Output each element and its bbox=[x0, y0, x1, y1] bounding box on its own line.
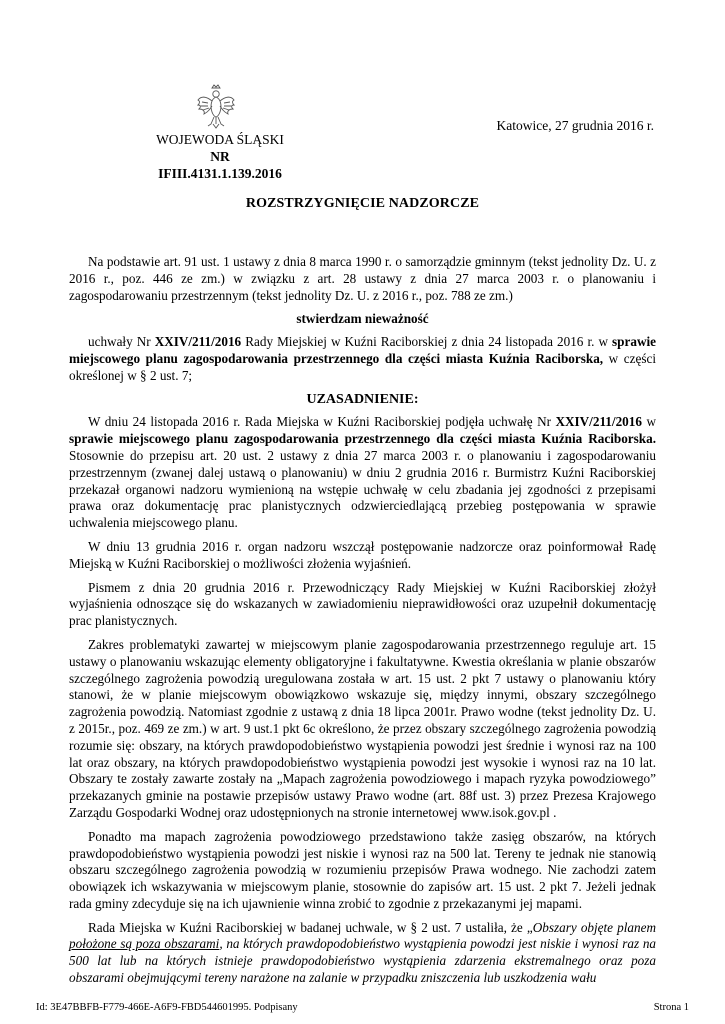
place-and-date: Katowice, 27 grudnia 2016 r. bbox=[496, 118, 654, 133]
page-footer bbox=[36, 1002, 689, 1013]
justification-heading: UZASADNIENIE: bbox=[306, 391, 419, 407]
resolution-subject: sprawie miejscowego planu zagospodarowania przestrzennego dla części miasta Kuźnia Raciborska, bbox=[69, 334, 656, 366]
resolution-number: XXIV/211/2016 bbox=[154, 334, 242, 350]
authority-name: WOJEWODA ŚLĄSKI bbox=[156, 132, 284, 147]
page-number: Strona 1 bbox=[653, 1002, 689, 1013]
justification-paragraph-1: W dniu 24 listopada 2016 r. Rada Miejska w Kuźni Raciborskiej podjęła uchwałę Nr XXIV/211/2016 w sprawie miejscowego planu zagospodarowania przestrzennego dla części miasta Kuźnia Raciborska. Stosownie do przepisu art. 20 ust. 2 ustawy z dnia 27 marca 2003 r. o planowaniu i zagospodarowaniu przestrzennym (zwanej dalej ustawą o planowaniu) w dniu 2 grudnia 2016 r. Burmistrz Kuźni Raciborskiej przekazał organowi nadzoru wymienioną na wstępie uchwałę w celu zbadania jej zgodności z przepisami prawa oraz dokumentację prac planistycznych odzwierciedlającą przebieg postępowania w sprawie uchwalenia miejscowego planu. bbox=[69, 414, 656, 531]
ruling-heading: stwierdzam nieważność bbox=[296, 311, 429, 327]
justification-paragraph-4: Zakres problematyki zawartej w miejscowym planie zagospodarowania przestrzennego reguluje art. 15 ustawy o planowaniu wskazując elementy obligatoryjne i fakultatywne. Kwestia określania w planie obszarów szczególnego zagrożenia powodzią uregulowana została w art. 15 ust. 2 pkt 7 ustawy o planowaniu który stanowi, że w planie miejscowym obowiązkowo wskazuje się, między innymi, obszary szczególnego zagrożenia powodzią. Natomiast zgodnie z ustawą z dnia 18 lipca 2001r. Prawo wodne (tekst jednolity Dz. U. z 2015r., poz. 469 ze zm.) w art. 9 ust.1 pkt 6c określono, że przez obszary szczególnego zagrożenia powodzią rozumie się: obszary, na których prawdopodobieństwo wystąpienia powodzi jest średnie i wynosi raz na 100 lat oraz obszary, na których prawdopodobieństwo wystąpienia powodzi jest wysokie i wynosi raz na 10 lat. Obszary te zostały zawarte zostały na „Mapach zagrożenia powodziowego i mapach ryzyka powodziowego” przekazanych gminie na postawie przepisów ustawy Prawo wodne (art. 88f ust. 3) przez Prezesa Krajowego Zarządu Gospodarki Wodnej oraz udostępnionych na stronie internetowej www.isok.gov.pl . bbox=[69, 636, 656, 820]
polish-eagle-emblem-icon bbox=[196, 84, 236, 130]
document-title: ROZSTRZYGNIĘCIE NADZORCZE bbox=[245, 196, 480, 211]
case-reference-number: NR IFIII.4131.1.139.2016 bbox=[158, 149, 282, 181]
legal-basis-paragraph: Na podstawie art. 91 ust. 1 ustawy z dnia 8 marca 1990 r. o samorządzie gminnym (tekst jednolity Dz. U. z 2016 r., poz. 446 ze zm.) w związku z art. 28 ustawy z dnia 27 marca 2003 r. o planowaniu i zagospodarowaniu przestrzennym (tekst jednolity Dz. U. z 2016 r., poz. 788 ze zm.) bbox=[69, 254, 656, 303]
document-body bbox=[69, 254, 656, 994]
justification-paragraph-6: Rada Miejska w Kuźni Raciborskiej w badanej uchwale, w § 2 ust. 7 ustaliła, że „Obszary objęte planem położone są poza obszarami, na których prawdopodobieństwo wystąpienia powodzi jest niskie i wynosi raz na 500 lat lub na których istnieje prawdopodobieństwo wystąpienia zdarzenia ekstremalnego oraz poza obszarami obejmującymi tereny narażone na zalanie w przypadku zniszczenia lub uszkodzenia wału bbox=[69, 919, 657, 986]
justification-paragraph-5: Ponadto ma mapach zagrożenia powodziowego przedstawiono także zasięg obszarów, na których prawdopodobieństwo wystąpienia powodzi jest niskie i wynosi raz na 500 lat. Tereny te jednak nie stanowią obszaru szczególnego zagrożenia powodzią w rozumieniu przepisów Prawa wodnego. Nie zachodzi zatem obowiązek ich wskazywania w miejscowym planie, stosownie do zapisów art. 15 ust. 2 pkt 7. Jeżeli jednak rada gminy zdecyduje się na ich ujawnienie winna zrobić to zgodnie z przekazanymi jej mapami. bbox=[69, 828, 656, 911]
issuing-authority-block bbox=[152, 131, 288, 182]
ruling-paragraph: uchwały Nr XXIV/211/2016 Rady Miejskiej w Kuźni Raciborskiej z dnia 24 listopada 2016 r. w sprawie miejscowego planu zagospodarowania przestrzennego dla części miasta Kuźnia Raciborska, w części określonej w § 2 ust. 7; bbox=[69, 334, 656, 383]
quoted-provision: Obszary objęte planem położone są poza obszarami, na których prawdopodobieństwo wystąpienia powodzi jest niskie i wynosi raz na 500 lat lub na których istnieje prawdopodobieństwo wystąpienia zdarzenia ekstremalnego oraz poza obszarami obejmującymi tereny narażone na zalanie w przypadku zniszczenia lub uszkodzenia wału bbox=[69, 919, 657, 986]
justification-paragraph-2: W dniu 13 grudnia 2016 r. organ nadzoru wszczął postępowanie nadzorcze oraz poinformował Radę Miejską w Kuźni Raciborskiej o możliwości złożenia wyjaśnień. bbox=[69, 538, 656, 571]
justification-paragraph-3: Pismem z dnia 20 grudnia 2016 r. Przewodniczący Rady Miejskiej w Kuźni Raciborskiej złożył wyjaśnienia odnoszące się do wskazanych w zawiadomieniu nieprawidłowości oraz uzupełnił dokumentację prac planistycznych. bbox=[69, 579, 656, 629]
document-signature-id: Id: 3E47BBFB-F779-466E-A6F9-FBD544601995. Podpisany bbox=[36, 1002, 298, 1013]
